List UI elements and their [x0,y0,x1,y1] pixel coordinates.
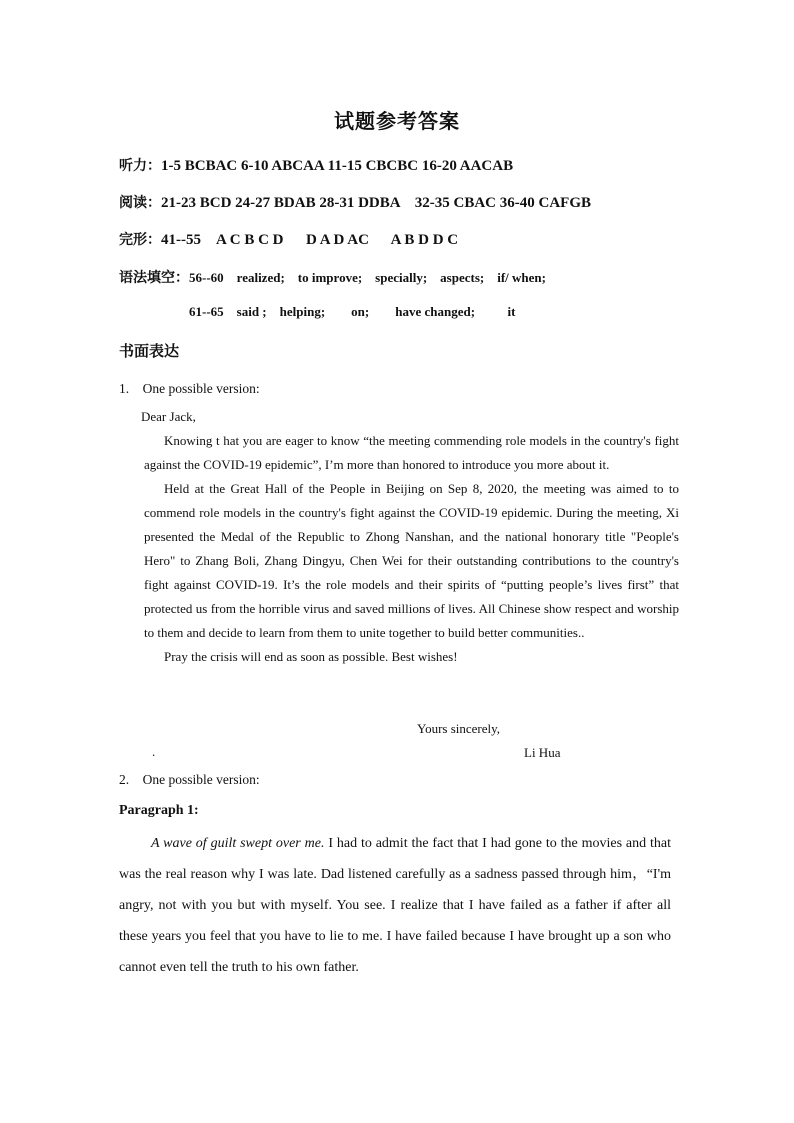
answer-line-cloze [119,229,458,249]
paragraph-text: I had to admit the fact that I had gone to the movies and that was the real reason why I was late. Dad listened carefully as a sadness passed through him，“I'm angry, not with you but with myself. You see. I realize that I have failed as a father if after all these years you feel that you have to lie to me. I have failed because I have brought up a son who cannot even tell the truth to his own father. [119,836,671,975]
letter-paragraph: Knowing t hat you are eager to know “the meeting commending role models in the country's fight against the COVID-19 epidemic”, I’m more than honored to introduce you more about it. [144,433,679,472]
answer-text: 21-23 BCD 24-27 BDAB 28-31 DDBA 32-35 CBAC 36-40 CAFGB [161,195,591,211]
task2-heading-text: One possible version: [142,772,260,787]
task1-heading-text: One possible version: [142,381,260,396]
answer-label: 阅读： [119,195,161,211]
task1-number: 1. [119,381,130,396]
letter-signature: Li Hua [524,745,561,760]
writing-heading: 书面表达 [119,342,180,360]
letter-paragraph: Held at the Great Hall of the People in Beijing on Sep 8, 2020, the meeting was aimed to to commend role models in the country's fight against the COVID-19 epidemic. During the meeting, Xi presented the Medal of the Republic to Zhong Nanshan, and the national honorary title "People's Hero" to Zhang Boli, Zhang Dingyu, Chen Wei for their outstanding contributions to the country's fight against COVID-19. It’s the role models and their spirits of “putting people’s lives first” that protected us from the horrible virus and saved millions of lives. All Chinese show respect and worship to them and decide to learn from them to unite together to build better communities.. [144,481,679,640]
paragraph-label: Paragraph 1: [119,803,199,818]
letter-paragraph: Pray the crisis will end as soon as possible. Best wishes! [164,649,458,664]
answer-line-reading [119,192,591,212]
salutation: Dear Jack, [141,409,196,424]
answer-line-listening [119,155,513,175]
stray-dot: . [152,744,156,759]
answer-text: 61--65 said ; helping; on; have changed; it [189,304,516,319]
task2-number: 2. [119,772,130,787]
answer-line-grammar-2 [189,304,515,320]
task1-heading [119,381,260,397]
answer-text: 1-5 BCBAC 6-10 ABCAA 11-15 CBCBC 16-20 AACAB [161,158,514,174]
answer-text: 41--55 A C B C D D A D AC A B D D C [161,232,459,248]
page-title: 试题参考答案 [334,109,460,133]
opening-sentence: A wave of guilt swept over me. [151,836,325,851]
answer-label: 语法填空： [119,270,189,286]
letter-closing: Yours sincerely, [417,721,501,736]
answer-text: 56--60 realized; to improve; specially; aspects; if/ when; [189,270,546,285]
letter-body [144,429,679,669]
answer-label: 完形： [119,232,161,248]
answer-label: 听力： [119,158,161,174]
continuation-paragraph [119,828,671,983]
answer-line-grammar-1 [119,267,546,287]
task2-heading [119,772,260,788]
